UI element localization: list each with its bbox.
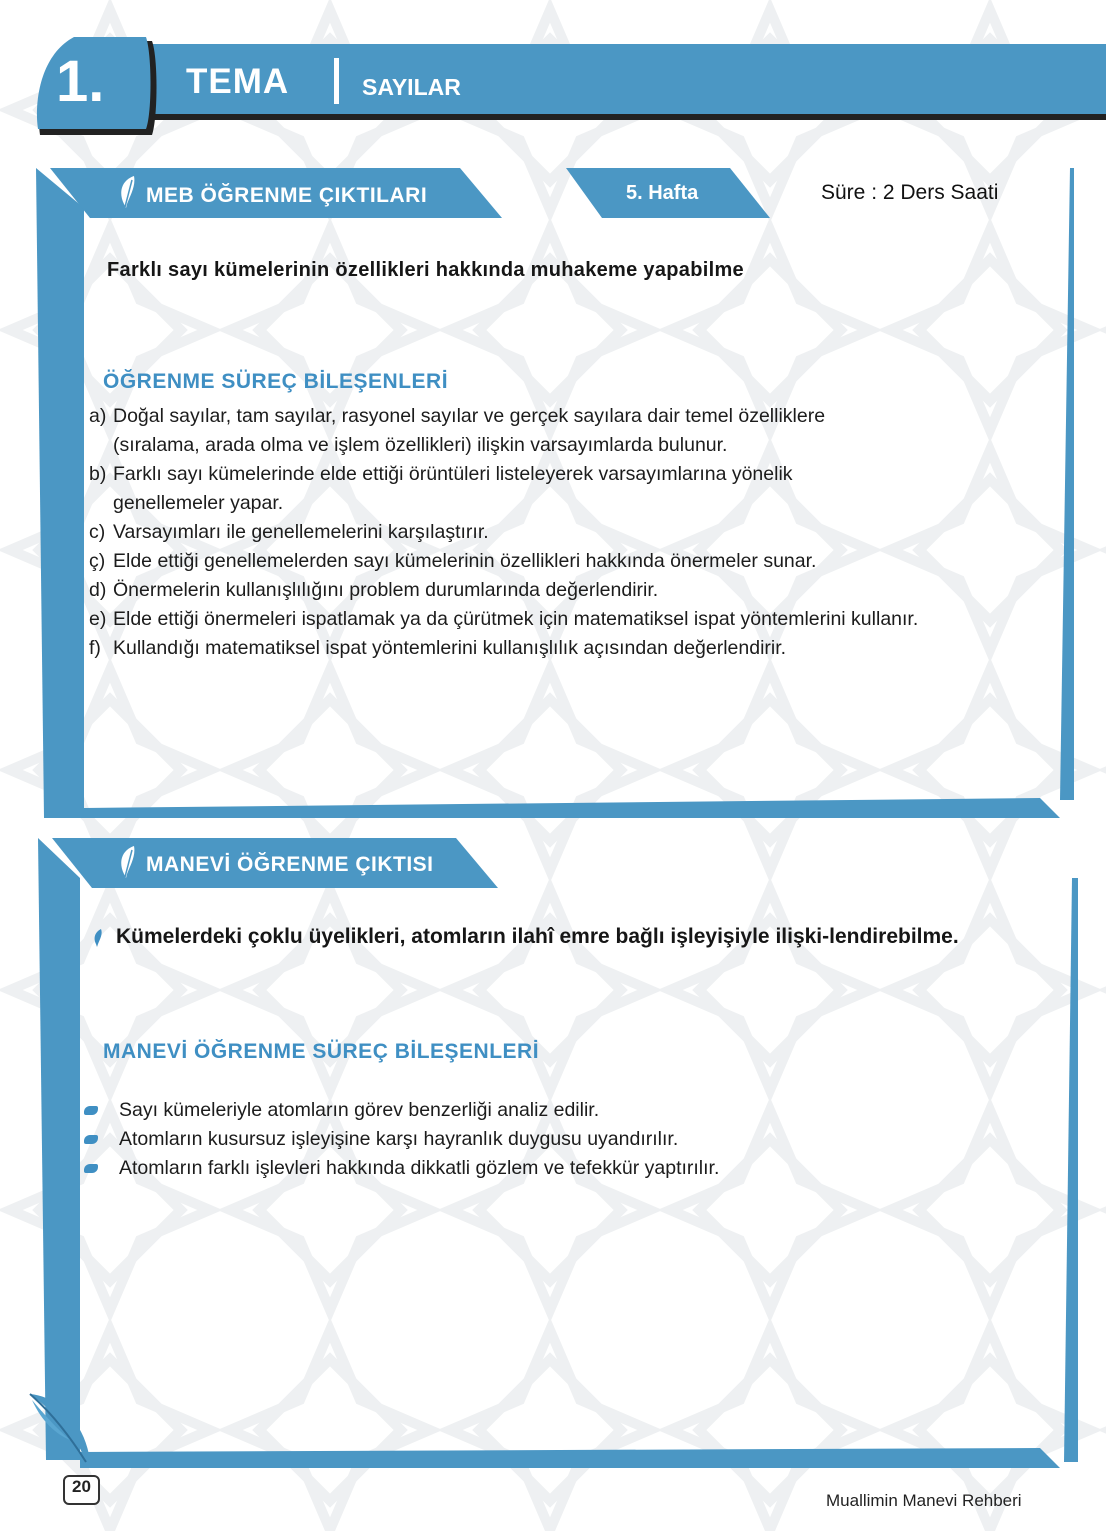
section1-bottom-border (84, 798, 1060, 818)
list-item (89, 634, 1049, 663)
list-item (84, 1125, 719, 1154)
item-text: Elde ettiği önermeleri ispatlamak ya da çürütmek için matematiksel ispat yöntemlerini kullanır. (113, 608, 919, 630)
header-separator (334, 58, 339, 104)
section1-left-border (36, 168, 84, 818)
item-text: Varsayımları ile genellemelerini karşılaştırır. (113, 521, 489, 543)
bullet-icon (84, 1164, 98, 1173)
item-text: Doğal sayılar, tam sayılar, rasyonel sayılar ve gerçek sayılara dair temel özelliklere (sıralama, arada olma ve işlem özellikleri) ilişkin varsayımlarda bulunur. (113, 405, 826, 456)
item-marker: f) (89, 637, 101, 659)
manevi-outcome: Kümelerdeki çoklu üyelikleri, atomların ilahî emre bağlı işleyişiyle ilişki-lendirebilme. (116, 925, 959, 948)
list-item (89, 605, 1049, 634)
list-item (89, 402, 1049, 460)
item-marker: d) (89, 579, 107, 601)
section2-right-border (1064, 878, 1078, 1462)
theme-subtitle: SAYILAR (362, 74, 461, 100)
page-number: 20 (72, 1477, 91, 1496)
duration-label: Süre : 2 Ders Saati (821, 181, 999, 204)
header-bar (150, 44, 1106, 120)
bullet-text: Sayı kümeleriyle atomların görev benzerliği analiz edilir. (119, 1099, 600, 1121)
section1-right-border (1060, 168, 1074, 800)
bullet-icon (84, 1135, 98, 1144)
week-label: 5. Hafta (626, 182, 699, 204)
section2-left-border (38, 838, 80, 1460)
item-marker: ç) (89, 550, 106, 572)
item-text: Elde ettiği genellemelerden sayı kümelerinin özellikleri hakkında önermeler sunar. (113, 550, 817, 572)
list-item (89, 547, 1049, 576)
item-marker: c) (89, 521, 106, 543)
item-text: Önermelerin kullanışlılığını problem durumlarında değerlendirir. (113, 579, 659, 601)
item-text: Kullandığı matematiksel ispat yöntemlerini kullanışlılık açısından değerlendirir. (113, 637, 787, 659)
process-list (89, 402, 1049, 663)
meb-outcome: Farklı sayı kümelerinin özellikleri hakkında muhakeme yapabilme (107, 259, 744, 281)
quill-inkwell-icon (26, 1390, 106, 1474)
item-marker: a) (89, 405, 107, 427)
bullet-text: Atomların farklı işlevleri hakkında dikkatli gözlem ve tefekkür yaptırılır. (119, 1157, 720, 1179)
quill-icon (114, 174, 140, 210)
section2-bottom-border (80, 1448, 1060, 1468)
list-item (84, 1154, 719, 1183)
quill-icon (114, 844, 140, 880)
list-item (84, 1096, 719, 1125)
manevi-process-heading: MANEVİ ÖĞRENME SÜREÇ BİLEŞENLERİ (103, 1040, 540, 1063)
theme-number: 1. (56, 49, 105, 114)
bullet-text: Atomların kusursuz işleyişine karşı hayranlık duygusu uyandırılır. (119, 1128, 679, 1150)
bullet-icon (84, 1106, 98, 1115)
manevi-bullet-list (84, 1096, 719, 1183)
list-item (89, 460, 1049, 518)
manevi-tab-label: MANEVİ ÖĞRENME ÇIKTISI (146, 853, 434, 876)
theme-title: TEMA (186, 62, 290, 101)
list-item (89, 576, 1049, 605)
book-title: Muallimin Manevi Rehberi (826, 1491, 1022, 1510)
item-marker: b) (89, 463, 107, 485)
quill-bullet-icon (91, 928, 105, 948)
process-heading: ÖĞRENME SÜREÇ BİLEŞENLERİ (103, 370, 449, 393)
meb-tab-label: MEB ÖĞRENME ÇIKTILARI (146, 184, 428, 207)
item-marker: e) (89, 608, 107, 630)
list-item (89, 518, 1049, 547)
item-text: Farklı sayı kümelerinde elde ettiği örüntüleri listeleyerek varsayımlarına yönelik genellemeler yapar. (113, 463, 793, 514)
